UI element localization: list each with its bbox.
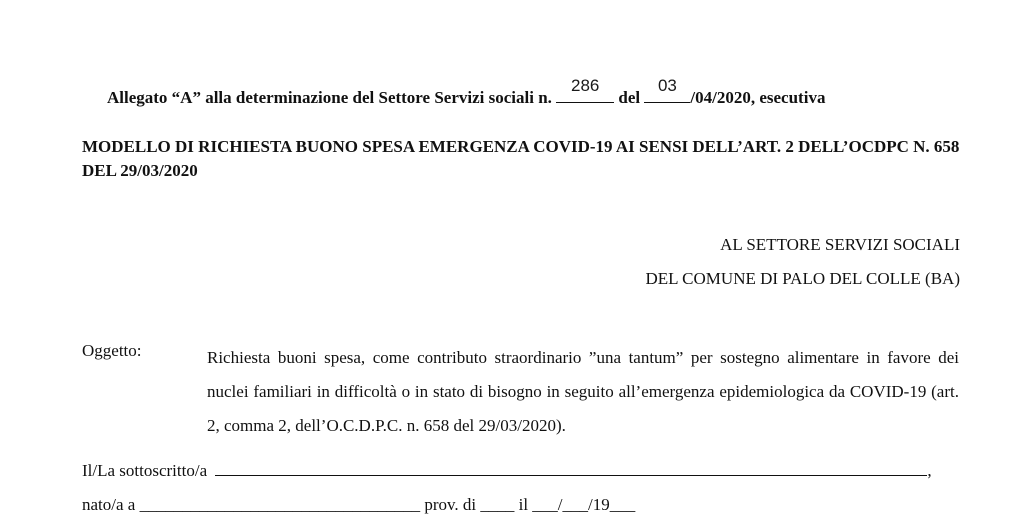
del-label: del (618, 88, 641, 107)
sottoscritto-label: Il/La sottoscritto/a (82, 461, 208, 480)
trailing-comma: , (927, 461, 932, 480)
recipient-block (646, 228, 960, 296)
recipient-line-1: AL SETTORE SERVIZI SOCIALI (720, 235, 960, 254)
document-title: MODELLO DI RICHIESTA BUONO SPESA EMERGENZA COVID-19 AI SENSI DELL’ART. 2 DELL’OCDPC N. 658 DEL 29/03/2020 (82, 137, 960, 180)
allegato-header (107, 76, 826, 108)
oggetto-text: Richiesta buoni spesa, come contributo straordinario ”una tantum” per sostegno alimentare in favore dei nuclei familiari in difficoltà o in stato di bisogno in seguito all’emergenza epidemiologica da COVID-19 (art. 2, comma 2, dell’O.C.D.P.C. n. 658 del 29/03/2020). (207, 348, 959, 435)
oggetto-label: Oggetto: (82, 341, 142, 360)
allegato-suffix: /04/2020, esecutiva (690, 88, 826, 107)
sottoscritto-row (82, 461, 932, 481)
determination-day-field (644, 76, 690, 103)
determination-number-field (556, 76, 614, 103)
determination-number: 286 (570, 76, 600, 95)
birth-row-partial: nato/a a _________________________________ prov. di ____ il ___/___/19___ (82, 495, 636, 514)
sottoscritto-name-field (215, 461, 927, 476)
recipient-line-2: DEL COMUNE DI PALO DEL COLLE (BA) (645, 269, 960, 288)
allegato-prefix: Allegato “A” alla determinazione del Settore Servizi sociali n. (107, 88, 552, 107)
determination-day: 03 (657, 76, 677, 95)
